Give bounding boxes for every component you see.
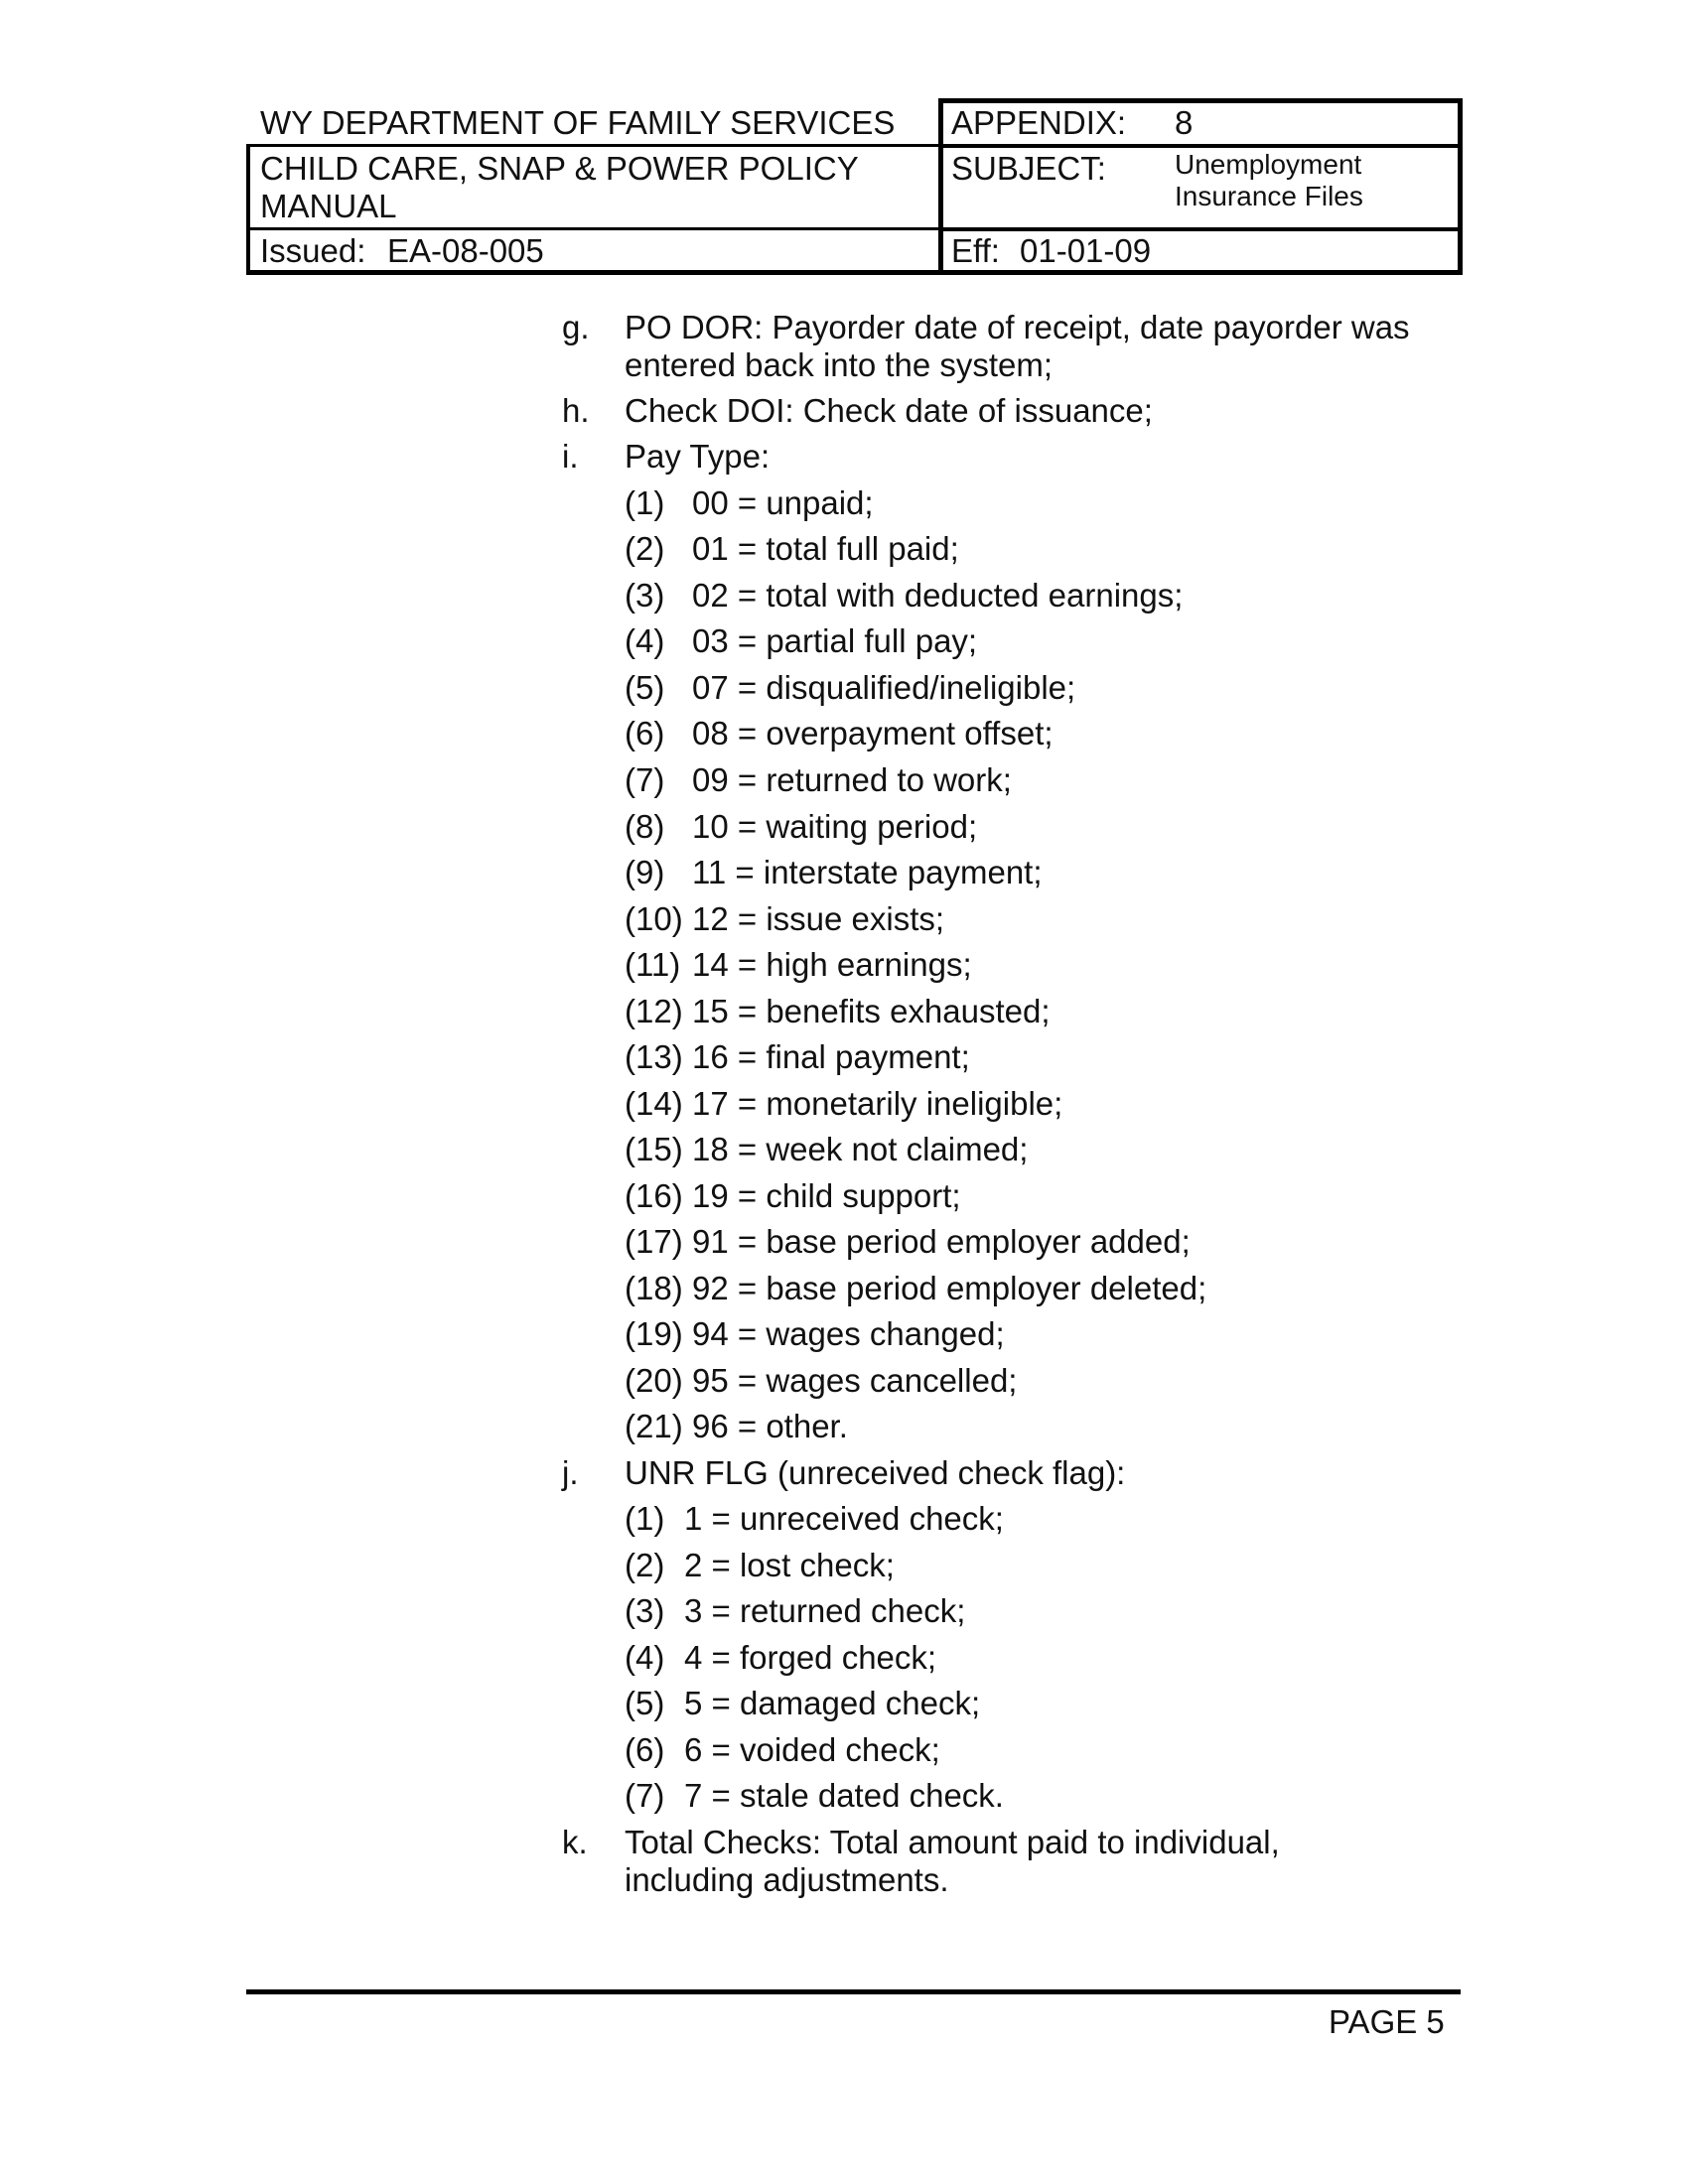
- sub-item-text: 95 = wages cancelled;: [692, 1362, 1018, 1399]
- manual-title-line2: MANUAL: [260, 188, 397, 224]
- sub-item-text: 17 = monetarily ineligible;: [692, 1085, 1063, 1122]
- sub-item-number: (5): [625, 669, 665, 706]
- header-rule-left-mid: [246, 227, 939, 230]
- sub-item-number: (5): [625, 1685, 665, 1721]
- header-rule-right-mid2: [938, 227, 1463, 231]
- sub-item-text: 96 = other.: [692, 1408, 848, 1444]
- list-item-label: g.: [562, 309, 590, 345]
- issued-label: Issued:: [260, 232, 366, 269]
- list-item-text: Total Checks: Total amount paid to individual,: [625, 1824, 1280, 1860]
- department-name: WY DEPARTMENT OF FAMILY SERVICES: [260, 104, 896, 141]
- sub-item-number: (7): [625, 1777, 665, 1814]
- subject-line2: Insurance Files: [1175, 181, 1363, 211]
- sub-item-number: (3): [625, 577, 665, 614]
- sub-item-text: 92 = base period employer deleted;: [692, 1270, 1207, 1306]
- sub-item-number: (11): [625, 946, 681, 983]
- sub-item-number: (2): [625, 1547, 665, 1583]
- sub-item-number: (10): [625, 900, 683, 937]
- list-item-text: entered back into the system;: [625, 346, 1054, 383]
- page-number: PAGE 5: [1329, 2003, 1445, 2040]
- subject-label: SUBJECT:: [951, 150, 1106, 187]
- sub-item-number: (12): [625, 993, 683, 1029]
- sub-item-number: (13): [625, 1038, 683, 1075]
- list-item-label: j.: [562, 1454, 579, 1491]
- sub-item-number: (19): [625, 1315, 683, 1352]
- list-item-text: PO DOR: Payorder date of receipt, date payorder was: [625, 309, 1410, 345]
- header-rule-right-left-side: [938, 98, 943, 275]
- list-item-label: k.: [562, 1824, 588, 1860]
- sub-item-text: 11 = interstate payment;: [692, 854, 1043, 890]
- sub-item-text: 91 = base period employer added;: [692, 1223, 1191, 1260]
- sub-item-number: (2): [625, 530, 665, 567]
- header-rule-right-bottom: [938, 270, 1463, 275]
- sub-item-number: (20): [625, 1362, 683, 1399]
- sub-item-text: 5 = damaged check;: [684, 1685, 981, 1721]
- sub-item-text: 6 = voided check;: [684, 1731, 940, 1768]
- sub-item-number: (7): [625, 761, 665, 798]
- sub-item-text: 02 = total with deducted earnings;: [692, 577, 1184, 614]
- eff-value: 01-01-09: [1020, 232, 1152, 269]
- eff-label: Eff:: [951, 232, 1000, 269]
- sub-item-number: (18): [625, 1270, 683, 1306]
- subject-line1: Unemployment: [1175, 149, 1362, 180]
- appendix-label: APPENDIX:: [951, 104, 1127, 141]
- list-item-label: i.: [562, 438, 579, 475]
- list-item-text: Pay Type:: [625, 438, 771, 475]
- header-rule-left-bottom: [246, 270, 939, 275]
- sub-item-text: 01 = total full paid;: [692, 530, 959, 567]
- manual-title-line1: CHILD CARE, SNAP & POWER POLICY: [260, 150, 859, 187]
- list-item-text: including adjustments.: [625, 1861, 949, 1898]
- sub-item-number: (1): [625, 484, 665, 521]
- list-item-text: UNR FLG (unreceived check flag):: [625, 1454, 1126, 1491]
- appendix-value: 8: [1175, 104, 1194, 141]
- sub-item-text: 14 = high earnings;: [692, 946, 972, 983]
- list-item-text: Check DOI: Check date of issuance;: [625, 392, 1153, 429]
- sub-item-text: 16 = final payment;: [692, 1038, 970, 1075]
- sub-item-text: 03 = partial full pay;: [692, 622, 978, 659]
- sub-item-number: (4): [625, 1639, 665, 1676]
- sub-item-number: (21): [625, 1408, 683, 1444]
- header-rule-left-side: [246, 144, 250, 275]
- header-rule-right-top: [938, 98, 1463, 103]
- sub-item-text: 12 = issue exists;: [692, 900, 945, 937]
- sub-item-number: (4): [625, 622, 665, 659]
- sub-item-number: (6): [625, 1731, 665, 1768]
- sub-item-text: 4 = forged check;: [684, 1639, 937, 1676]
- header-rule-right-right-side: [1458, 98, 1463, 275]
- sub-item-text: 08 = overpayment offset;: [692, 715, 1054, 751]
- sub-item-text: 94 = wages changed;: [692, 1315, 1005, 1352]
- sub-item-number: (17): [625, 1223, 683, 1260]
- sub-item-number: (9): [625, 854, 665, 890]
- list-item-label: h.: [562, 392, 590, 429]
- footer-rule: [246, 1989, 1461, 1994]
- sub-item-number: (6): [625, 715, 665, 751]
- sub-item-text: 2 = lost check;: [684, 1547, 895, 1583]
- issued-value: EA-08-005: [387, 232, 544, 269]
- sub-item-number: (3): [625, 1592, 665, 1629]
- sub-item-text: 00 = unpaid;: [692, 484, 874, 521]
- sub-item-text: 19 = child support;: [692, 1177, 961, 1214]
- sub-item-text: 1 = unreceived check;: [684, 1500, 1004, 1537]
- sub-item-number: (1): [625, 1500, 665, 1537]
- sub-item-text: 18 = week not claimed;: [692, 1131, 1029, 1167]
- sub-item-number: (14): [625, 1085, 683, 1122]
- header-rule-right-mid1: [938, 144, 1463, 148]
- sub-item-text: 7 = stale dated check.: [684, 1777, 1004, 1814]
- sub-item-number: (15): [625, 1131, 683, 1167]
- sub-item-text: 15 = benefits exhausted;: [692, 993, 1051, 1029]
- sub-item-text: 3 = returned check;: [684, 1592, 966, 1629]
- sub-item-text: 09 = returned to work;: [692, 761, 1012, 798]
- sub-item-text: 07 = disqualified/ineligible;: [692, 669, 1076, 706]
- header-rule-left-top: [246, 144, 939, 147]
- sub-item-number: (8): [625, 808, 665, 845]
- sub-item-number: (16): [625, 1177, 683, 1214]
- sub-item-text: 10 = waiting period;: [692, 808, 978, 845]
